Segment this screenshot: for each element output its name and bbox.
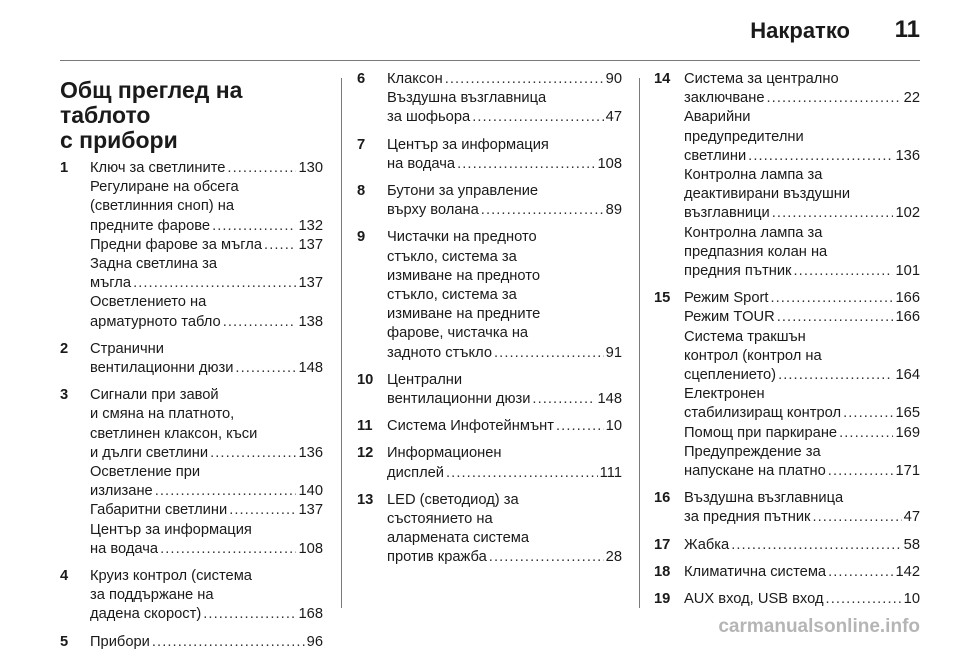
toc-entry: [60, 159, 323, 332]
toc-line-text: Предни фарове за мъгла: [90, 236, 263, 253]
toc-line: [387, 529, 622, 548]
toc-line-text: Ключ за светлините: [90, 160, 226, 176]
toc-line: [90, 386, 323, 405]
toc-line-text: и смяна на платното,: [90, 406, 235, 423]
toc-entry-number: 9: [357, 229, 366, 246]
toc-entry-number: 2: [60, 340, 69, 357]
toc-line-text: дадена скорост): [90, 606, 202, 623]
toc-line-text: състоянието на: [387, 511, 493, 528]
toc-page-number: 171: [895, 463, 920, 480]
toc-line-text: върху волана: [387, 202, 479, 219]
toc-page-number: 164: [895, 367, 920, 384]
toc-line-text: Режим TOUR: [684, 309, 775, 326]
toc-line[interactable]: [684, 366, 920, 385]
toc-line[interactable]: [387, 201, 622, 220]
toc-page-number: 22: [903, 90, 920, 107]
toc-line[interactable]: [90, 482, 323, 501]
toc-line: [387, 182, 622, 201]
toc-line-text: вентилационни дюзи: [387, 391, 531, 408]
dot-leader: [731, 536, 901, 555]
toc-line: [387, 491, 622, 510]
toc-page-number: 47: [605, 109, 622, 126]
toc-line: [684, 328, 920, 347]
toc-line[interactable]: [387, 344, 622, 363]
toc-line: [90, 521, 323, 540]
toc-line-text: Клаксон: [387, 71, 443, 87]
toc-entry: [60, 633, 323, 652]
toc-entry: [654, 590, 920, 609]
toc-page-number: 136: [298, 444, 323, 461]
toc-line-text: на водача: [90, 540, 159, 557]
dot-leader: [229, 501, 296, 520]
toc-line: [684, 70, 920, 89]
toc-line[interactable]: [90, 359, 323, 378]
toc-page-number: 142: [895, 563, 920, 580]
toc-line-text: Жабка: [684, 536, 730, 553]
toc-page-number: 108: [298, 540, 323, 557]
toc-entry: [60, 340, 323, 378]
toc-page-number: 137: [298, 275, 323, 292]
dot-leader: [446, 464, 598, 483]
toc-entry: [357, 182, 622, 220]
toc-entry: [654, 536, 920, 555]
toc-line[interactable]: [90, 540, 323, 559]
toc-line-text: Система Инфотейнмънт: [387, 418, 554, 435]
toc-line-text: Регулиране на обсега: [90, 179, 239, 196]
toc-line: [90, 463, 323, 482]
toc-entry-number: 6: [357, 71, 366, 87]
toc-line[interactable]: [90, 313, 323, 332]
toc-line-text: Странични: [90, 340, 164, 357]
toc-line: [90, 255, 323, 274]
toc-line[interactable]: [90, 444, 323, 463]
toc-line-text: стабилизиращ контрол: [684, 405, 842, 422]
toc-line[interactable]: [90, 159, 323, 178]
toc-line-text: фарове, чистачка на: [387, 325, 529, 342]
dot-leader: [489, 548, 604, 567]
toc-page-number: 148: [597, 391, 622, 408]
toc-entry: [654, 563, 920, 582]
dot-leader: [210, 444, 296, 463]
toc-line[interactable]: [387, 70, 622, 89]
toc-line[interactable]: [90, 633, 323, 652]
toc-line[interactable]: [684, 508, 920, 527]
toc-entry: [357, 70, 622, 128]
toc-line: [387, 267, 622, 286]
section-title-line: Общ преглед на таблото: [60, 77, 243, 128]
toc-line-text: Въздушна възглавница: [684, 490, 844, 507]
toc-line[interactable]: [387, 108, 622, 127]
toc-page-number: 91: [605, 344, 622, 361]
toc-line-text: измиване на предното: [387, 267, 540, 284]
toc-page-number: 137: [298, 236, 323, 253]
dot-leader: [152, 633, 305, 652]
toc-column-1: [60, 70, 323, 660]
toc-line[interactable]: [684, 563, 920, 582]
dot-leader: [778, 366, 893, 385]
dot-leader: [472, 108, 603, 127]
toc-entry: [357, 136, 622, 174]
toc-entry: [357, 491, 622, 568]
toc-entry-number: 1: [60, 160, 69, 176]
toc-page-number: 165: [895, 405, 920, 422]
column-divider: [639, 78, 640, 608]
toc-line-text: заключване: [684, 90, 765, 107]
toc-line: [387, 228, 622, 247]
toc-line-text: вентилационни дюзи: [90, 360, 234, 377]
toc-line: [90, 567, 323, 586]
toc-line: [387, 305, 622, 324]
toc-line-text: предпазния колан на: [684, 243, 828, 260]
toc-line[interactable]: [684, 89, 920, 108]
toc-line[interactable]: [684, 308, 920, 327]
dot-leader: [826, 590, 902, 609]
toc-line[interactable]: [387, 417, 622, 436]
dot-leader: [133, 274, 296, 293]
toc-entry-number: 3: [60, 387, 69, 404]
toc-line-text: деактивирани въздушни: [684, 186, 851, 203]
toc-line-text: предния пътник: [684, 263, 792, 280]
toc-line[interactable]: [684, 404, 920, 423]
toc-line: [387, 444, 622, 463]
toc-line: [387, 510, 622, 529]
toc-line-text: Център за информация: [387, 136, 549, 153]
toc-entry-number: 14: [654, 71, 671, 87]
toc-line-text: измиване на предните: [387, 306, 541, 323]
dot-leader: [794, 262, 894, 281]
dot-leader: [843, 404, 893, 423]
header-divider: [60, 60, 920, 61]
toc-page-number: 140: [298, 483, 323, 500]
toc-line[interactable]: [90, 501, 323, 520]
toc-line-text: контрол (контрол на: [684, 347, 822, 364]
toc-page-number: 28: [605, 549, 622, 566]
toc-line-text: Помощ при паркиране: [684, 424, 838, 441]
toc-line[interactable]: [684, 590, 920, 609]
toc-column-2: [357, 70, 622, 576]
toc-line[interactable]: [684, 204, 920, 223]
toc-page-number: 136: [895, 147, 920, 164]
toc-line[interactable]: [90, 217, 323, 236]
toc-line-text: Осветлението на: [90, 294, 207, 311]
toc-entry: [60, 567, 323, 625]
toc-line-text: предните фарове: [90, 217, 211, 234]
toc-entry-number: 13: [357, 491, 374, 508]
toc-line: [90, 405, 323, 424]
toc-line-text: арматурното табло: [90, 313, 221, 330]
toc-line-text: алармената система: [387, 530, 529, 547]
toc-page-number: 132: [298, 217, 323, 234]
toc-line-text: Аварийни: [684, 109, 751, 126]
toc-line: [684, 243, 920, 262]
toc-line: [684, 347, 920, 366]
toc-line-text: светлинен клаксон, къси: [90, 425, 258, 442]
toc-line: [684, 108, 920, 127]
dot-leader: [828, 563, 893, 582]
section-title-line: с прибори: [60, 127, 178, 153]
toc-line[interactable]: [387, 548, 622, 567]
toc-line[interactable]: [684, 262, 920, 281]
dot-leader: [264, 236, 296, 255]
toc-line: [90, 340, 323, 359]
toc-line-text: Контролна лампа за: [684, 167, 823, 184]
dot-leader: [748, 147, 893, 166]
toc-line: [684, 385, 920, 404]
toc-line: [387, 248, 622, 267]
toc-page-number: 130: [298, 160, 323, 176]
dot-leader: [556, 417, 604, 436]
toc-page-number: 148: [298, 360, 323, 377]
dot-leader: [203, 605, 296, 624]
dot-leader: [223, 313, 297, 332]
toc-page-number: 10: [605, 418, 622, 435]
toc-line: [90, 586, 323, 605]
toc-line-text: задното стъкло: [387, 344, 492, 361]
dot-leader: [532, 390, 595, 409]
toc-line-text: Габаритни светлини: [90, 502, 228, 519]
dot-leader: [828, 462, 894, 481]
toc-line: [387, 286, 622, 305]
toc-line-text: Прибори: [90, 633, 150, 650]
toc-line-text: Контролна лампа за: [684, 224, 823, 241]
dot-leader: [212, 217, 296, 236]
toc-line-text: за поддържане на: [90, 587, 214, 604]
toc-entry-number: 10: [357, 371, 374, 388]
toc-line: [387, 371, 622, 390]
page-number: 11: [894, 16, 920, 43]
toc-line: [684, 443, 920, 462]
toc-page-number: 108: [597, 155, 622, 172]
toc-entry-number: 16: [654, 490, 671, 507]
toc-page-number: 102: [895, 205, 920, 222]
toc-page-number: 47: [903, 509, 920, 526]
toc-line[interactable]: [684, 424, 920, 443]
toc-line-text: Център за информация: [90, 521, 252, 538]
toc-entry-number: 15: [654, 290, 671, 307]
toc-page-number: 101: [895, 263, 920, 280]
toc-line: [90, 425, 323, 444]
toc-line: [684, 166, 920, 185]
toc-entry: [60, 386, 323, 559]
toc-line[interactable]: [684, 289, 920, 308]
dot-leader: [445, 70, 604, 89]
toc-line: [684, 185, 920, 204]
toc-line-text: Сигнали при завой: [90, 387, 219, 404]
toc-entry-number: 19: [654, 591, 671, 608]
toc-line-text: Система тракшън: [684, 328, 806, 345]
dot-leader: [770, 289, 893, 308]
toc-page-number: 10: [903, 591, 920, 608]
toc-line-text: Бутони за управление: [387, 183, 539, 200]
toc-line-text: Централни: [387, 371, 463, 388]
dot-leader: [772, 204, 894, 223]
toc-line[interactable]: [387, 464, 622, 483]
toc-entry: [357, 371, 622, 409]
toc-line-text: Климатична система: [684, 563, 827, 580]
toc-line[interactable]: [684, 536, 920, 555]
dot-leader: [160, 540, 296, 559]
toc-page-number: 138: [298, 313, 323, 330]
toc-line-text: стъкло, система за: [387, 287, 517, 304]
toc-line[interactable]: [684, 462, 920, 481]
toc-line-text: Система за централно: [684, 71, 839, 87]
toc-line-text: Предупреждение за: [684, 443, 821, 460]
toc-line[interactable]: [387, 155, 622, 174]
toc-line[interactable]: [387, 390, 622, 409]
toc-line-text: Информационен: [387, 445, 502, 462]
toc-entry: [357, 417, 622, 436]
toc-line-text: възглавници: [684, 205, 770, 222]
toc-line-text: напускане на платно: [684, 463, 826, 480]
toc-page-number: 90: [605, 71, 622, 87]
dot-leader: [767, 89, 902, 108]
toc-entry-number: 7: [357, 136, 366, 153]
dot-leader: [812, 508, 901, 527]
page-header-title: Накратко: [750, 18, 850, 43]
toc-entry: [357, 444, 622, 482]
toc-column-3: [654, 70, 920, 617]
toc-line-text: излизане: [90, 483, 153, 500]
toc-page-number: 89: [605, 202, 622, 219]
toc-line: [387, 89, 622, 108]
toc-line-text: и дълги светлини: [90, 444, 209, 461]
toc-line-text: светлини: [684, 147, 747, 164]
dot-leader: [235, 359, 296, 378]
toc-line-text: Електронен: [684, 386, 765, 403]
toc-line-text: стъкло, система за: [387, 248, 517, 265]
toc-line: [387, 136, 622, 155]
toc-line[interactable]: [90, 605, 323, 624]
toc-line-text: предупредителни: [684, 128, 804, 145]
toc-line[interactable]: [90, 236, 323, 255]
toc-line: [90, 293, 323, 312]
toc-line-text: Режим Sport: [684, 290, 769, 307]
toc-entry-number: 17: [654, 536, 671, 553]
toc-line: [684, 489, 920, 508]
toc-entry: [654, 489, 920, 527]
toc-line-text: мъгла: [90, 275, 132, 292]
toc-line-text: Чистачки на предното: [387, 229, 537, 246]
toc-page-number: 111: [599, 464, 622, 481]
toc-line-text: на водача: [387, 155, 456, 172]
toc-page-number: 58: [903, 536, 920, 553]
dot-leader: [839, 424, 893, 443]
toc-line[interactable]: [90, 274, 323, 293]
dot-leader: [457, 155, 595, 174]
toc-line-text: (светлинния сноп) на: [90, 198, 235, 215]
toc-entry: [654, 289, 920, 481]
section-title: [60, 78, 323, 153]
toc-page-number: 137: [298, 502, 323, 519]
toc-line-text: Осветление при: [90, 464, 201, 481]
toc-line-text: Задна светлина за: [90, 256, 218, 273]
column-divider: [341, 78, 342, 608]
toc-page-number: 168: [298, 606, 323, 623]
dot-leader: [481, 201, 604, 220]
toc-line-text: Въздушна възглавница: [387, 90, 547, 107]
toc-line-text: за предния пътник: [684, 509, 811, 526]
dot-leader: [777, 308, 894, 327]
toc-entry-number: 4: [60, 568, 69, 585]
toc-entry: [357, 228, 622, 362]
dot-leader: [155, 482, 297, 501]
toc-entry-number: 8: [357, 183, 366, 200]
toc-line-text: AUX вход, USB вход: [684, 591, 824, 608]
toc-line: [90, 197, 323, 216]
toc-page-number: 166: [895, 290, 920, 307]
toc-entry-number: 11: [357, 418, 373, 435]
toc-page-number: 166: [895, 309, 920, 326]
toc-line: [90, 178, 323, 197]
toc-page-number: 169: [895, 424, 920, 441]
dot-leader: [227, 159, 296, 178]
toc-entry-number: 5: [60, 633, 69, 650]
toc-entry-number: 12: [357, 445, 374, 462]
toc-line-text: LED (светодиод) за: [387, 491, 519, 508]
toc-line[interactable]: [684, 147, 920, 166]
dot-leader: [494, 344, 604, 363]
toc-page-number: 96: [306, 633, 323, 650]
toc-line-text: Круиз контрол (система: [90, 568, 252, 585]
toc-line-text: сцеплението): [684, 367, 777, 384]
toc-entry-number: 18: [654, 563, 671, 580]
toc-line: [684, 128, 920, 147]
toc-line-text: против кражба: [387, 549, 487, 566]
toc-line-text: за шофьора: [387, 109, 471, 126]
toc-entry: [654, 70, 920, 281]
toc-line-text: дисплей: [387, 464, 445, 481]
toc-line: [684, 224, 920, 243]
watermark: carmanualsonline.info: [718, 616, 920, 637]
toc-line: [387, 324, 622, 343]
